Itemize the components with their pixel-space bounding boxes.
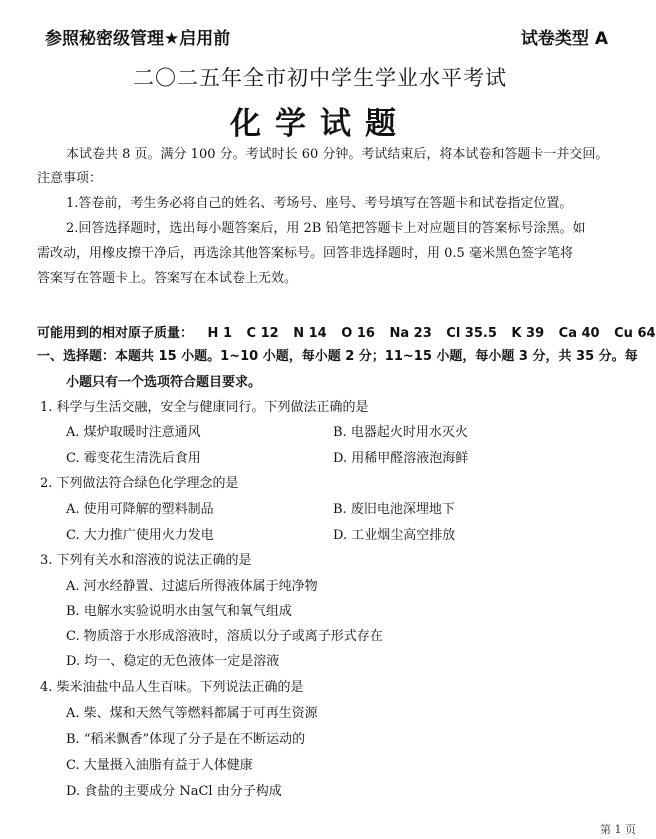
- option-b: B. 废旧电池深埋地下: [333, 502, 455, 517]
- option-a: A. 柴、煤和天然气等燃料都属于可再生资源: [66, 706, 318, 721]
- atomic-mass-item: Cu 64: [614, 326, 656, 341]
- option-c: C. 物质溶于水形成溶液时，溶质以分子或离子形式存在: [66, 629, 383, 644]
- atomic-mass-item: Cl 35.5: [446, 326, 497, 341]
- atomic-mass-item: O 16: [341, 326, 375, 341]
- subject-title: 化学试题: [230, 106, 410, 142]
- note-item-continued: 需改动，用橡皮擦干净后，再选涂其他答案标号。回答非选择题时，用 0.5 毫米黑色签字笔将: [37, 246, 573, 261]
- atomic-mass-item: Na 23: [389, 326, 432, 341]
- atomic-mass-item: K 39: [511, 326, 545, 341]
- option-c: C. 大量摄入油脂有益于人体健康: [66, 758, 253, 773]
- option-b: B. “稻米飘香”体现了分子是在不断运动的: [66, 732, 306, 747]
- option-d: D. 用稀甲醛溶液泡海鲜: [333, 451, 469, 466]
- exam-title: 二〇二五年全市初中学生学业水平考试: [133, 66, 507, 90]
- paper-type-label: 试卷类型 A: [520, 29, 608, 49]
- option-b: B. 电解水实验说明水由氢气和氧气组成: [66, 604, 292, 619]
- intro-line: 本试卷共 8 页。满分 100 分。考试时长 60 分钟。考试结束后，将本试卷和答题卡一并交回。: [66, 147, 609, 162]
- atomic-mass-item: C 12: [246, 326, 279, 341]
- option-b: B. 电器起火时用水灭火: [333, 425, 468, 440]
- question-stem: 4. 柴米油盐中品人生百味。下列说法正确的是: [40, 680, 304, 695]
- question-stem: 3. 下列有关水和溶液的说法正确的是: [40, 553, 252, 568]
- question-stem: 1. 科学与生活交融，安全与健康同行。下列做法正确的是: [40, 400, 369, 415]
- option-c: C. 霉变花生清洗后食用: [66, 451, 201, 466]
- page-number: 第 1 页: [600, 823, 636, 836]
- notes-heading: 注意事项：: [37, 171, 103, 186]
- note-item-continued: 答案写在答题卡上。答案写在本试卷上无效。: [37, 271, 298, 286]
- confidentiality-label: 参照秘密级管理★启用前: [45, 29, 231, 49]
- atomic-mass-label: 可能用到的相对原子质量：: [37, 326, 194, 341]
- section-heading: 一、选择题：本题共 15 小题。1~10 小题，每小题 2 分；11~15 小题，每小题 3 分，共 35 分。每: [37, 349, 638, 364]
- note-item: 1.答卷前，考生务必将自己的姓名、考场号、座号、考号填写在答题卡和试卷指定位置。: [66, 196, 573, 211]
- atomic-mass-row: [37, 322, 656, 341]
- option-c: C. 大力推广使用火力发电: [66, 528, 214, 543]
- option-d: D. 均一、稳定的无色液体一定是溶液: [66, 654, 280, 669]
- atomic-mass-item: Ca 40: [558, 326, 600, 341]
- option-a: A. 煤炉取暖时注意通风: [66, 425, 201, 440]
- atomic-mass-item: H 1: [207, 326, 232, 341]
- atomic-mass-item: N 14: [293, 326, 327, 341]
- option-a: A. 河水经静置、过滤后所得液体属于纯净物: [66, 579, 318, 594]
- note-item: 2.回答选择题时，选出每小题答案后，用 2B 铅笔把答题卡上对应题目的答案标号涂黑。如: [66, 221, 586, 236]
- option-d: D. 工业烟尘高空排放: [333, 528, 456, 543]
- option-a: A. 使用可降解的塑料制品: [66, 502, 214, 517]
- option-d: D. 食盐的主要成分 NaCl 由分子构成: [66, 784, 282, 799]
- question-stem: 2. 下列做法符合绿色化学理念的是: [40, 476, 239, 491]
- section-heading-continued: 小题只有一个选项符合题目要求。: [66, 375, 262, 390]
